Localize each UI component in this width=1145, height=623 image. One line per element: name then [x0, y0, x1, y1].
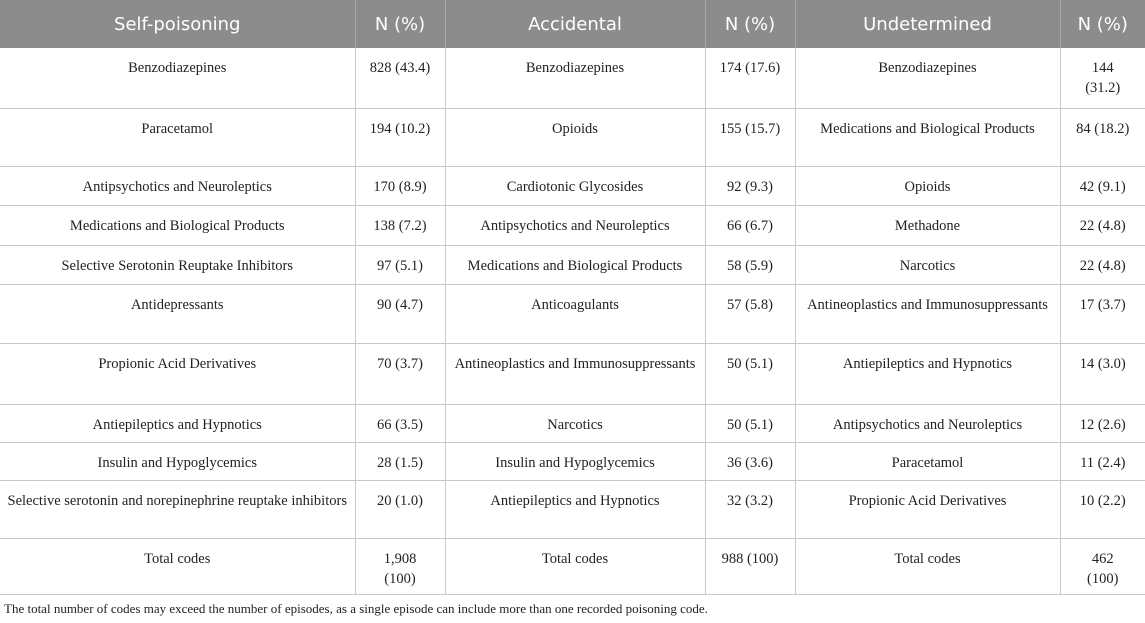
count-cell: 90 (4.7) — [355, 284, 445, 343]
table-row — [0, 205, 1145, 245]
table-row — [0, 245, 1145, 284]
column-header: N (%) — [1060, 0, 1145, 48]
count-cell: 58 (5.9) — [705, 245, 795, 284]
count-cell: 66 (6.7) — [705, 205, 795, 245]
category-cell: Antiepileptics and Hypnotics — [795, 343, 1060, 404]
category-cell: Anticoagulants — [445, 284, 705, 343]
category-cell: Medications and Biological Products — [795, 108, 1060, 166]
category-cell: Benzodiazepines — [795, 48, 1060, 108]
category-cell: Medications and Biological Products — [0, 205, 355, 245]
count-cell: 14 (3.0) — [1060, 343, 1145, 404]
category-cell: Opioids — [795, 166, 1060, 205]
count-cell: 84 (18.2) — [1060, 108, 1145, 166]
category-cell: Total codes — [795, 538, 1060, 594]
category-cell: Antidepressants — [0, 284, 355, 343]
category-cell: Opioids — [445, 108, 705, 166]
category-cell: Benzodiazepines — [445, 48, 705, 108]
count-cell: 988 (100) — [705, 538, 795, 594]
column-header: Accidental — [445, 0, 705, 48]
category-cell: Medications and Biological Products — [445, 245, 705, 284]
count-cell: 50 (5.1) — [705, 404, 795, 442]
count-cell: 42 (9.1) — [1060, 166, 1145, 205]
table-row — [0, 343, 1145, 404]
category-cell: Benzodiazepines — [0, 48, 355, 108]
category-cell: Paracetamol — [795, 442, 1060, 480]
count-cell: 155 (15.7) — [705, 108, 795, 166]
category-cell: Antipsychotics and Neuroleptics — [445, 205, 705, 245]
total-row — [0, 538, 1145, 594]
count-cell: 57 (5.8) — [705, 284, 795, 343]
category-cell: Insulin and Hypoglycemics — [0, 442, 355, 480]
category-cell: Antineoplastics and Immunosuppressants — [795, 284, 1060, 343]
category-cell: Selective Serotonin Reuptake Inhibitors — [0, 245, 355, 284]
table-row — [0, 48, 1145, 108]
category-cell: Antipsychotics and Neuroleptics — [795, 404, 1060, 442]
category-cell: Antiepileptics and Hypnotics — [0, 404, 355, 442]
category-cell: Total codes — [0, 538, 355, 594]
count-cell: 828 (43.4) — [355, 48, 445, 108]
count-cell: 28 (1.5) — [355, 442, 445, 480]
category-cell: Paracetamol — [0, 108, 355, 166]
table-row — [0, 108, 1145, 166]
column-header: Self-poisoning — [0, 0, 355, 48]
table-row — [0, 480, 1145, 538]
column-header: N (%) — [355, 0, 445, 48]
count-cell: 70 (3.7) — [355, 343, 445, 404]
count-cell: 462 (100) — [1060, 538, 1145, 594]
count-cell: 10 (2.2) — [1060, 480, 1145, 538]
count-cell: 66 (3.5) — [355, 404, 445, 442]
count-cell: 92 (9.3) — [705, 166, 795, 205]
category-cell: Propionic Acid Derivatives — [795, 480, 1060, 538]
category-cell: Antipsychotics and Neuroleptics — [0, 166, 355, 205]
count-cell: 11 (2.4) — [1060, 442, 1145, 480]
count-cell: 36 (3.6) — [705, 442, 795, 480]
column-header: N (%) — [705, 0, 795, 48]
count-cell: 174 (17.6) — [705, 48, 795, 108]
count-cell: 194 (10.2) — [355, 108, 445, 166]
table-row — [0, 404, 1145, 442]
category-cell: Narcotics — [445, 404, 705, 442]
category-cell: Total codes — [445, 538, 705, 594]
category-cell: Cardiotonic Glycosides — [445, 166, 705, 205]
category-cell: Selective serotonin and norepinephrine reuptake inhibitors — [0, 480, 355, 538]
category-cell: Propionic Acid Derivatives — [0, 343, 355, 404]
count-cell: 138 (7.2) — [355, 205, 445, 245]
category-cell: Antineoplastics and Immunosuppressants — [445, 343, 705, 404]
table-footnote: The total number of codes may exceed the number of episodes, as a single episode can include more than one recorded poisoning code. — [4, 600, 708, 616]
table-row — [0, 442, 1145, 480]
count-cell: 12 (2.6) — [1060, 404, 1145, 442]
count-cell: 144 (31.2) — [1060, 48, 1145, 108]
count-cell: 22 (4.8) — [1060, 205, 1145, 245]
category-cell: Methadone — [795, 205, 1060, 245]
header-row — [0, 0, 1145, 48]
category-cell: Antiepileptics and Hypnotics — [445, 480, 705, 538]
table-row — [0, 284, 1145, 343]
count-cell: 1,908 (100) — [355, 538, 445, 594]
count-cell: 32 (3.2) — [705, 480, 795, 538]
count-cell: 22 (4.8) — [1060, 245, 1145, 284]
count-cell: 97 (5.1) — [355, 245, 445, 284]
category-cell: Insulin and Hypoglycemics — [445, 442, 705, 480]
column-header: Undetermined — [795, 0, 1060, 48]
table-row — [0, 166, 1145, 205]
count-cell: 170 (8.9) — [355, 166, 445, 205]
count-cell: 20 (1.0) — [355, 480, 445, 538]
count-cell: 17 (3.7) — [1060, 284, 1145, 343]
count-cell: 50 (5.1) — [705, 343, 795, 404]
category-cell: Narcotics — [795, 245, 1060, 284]
